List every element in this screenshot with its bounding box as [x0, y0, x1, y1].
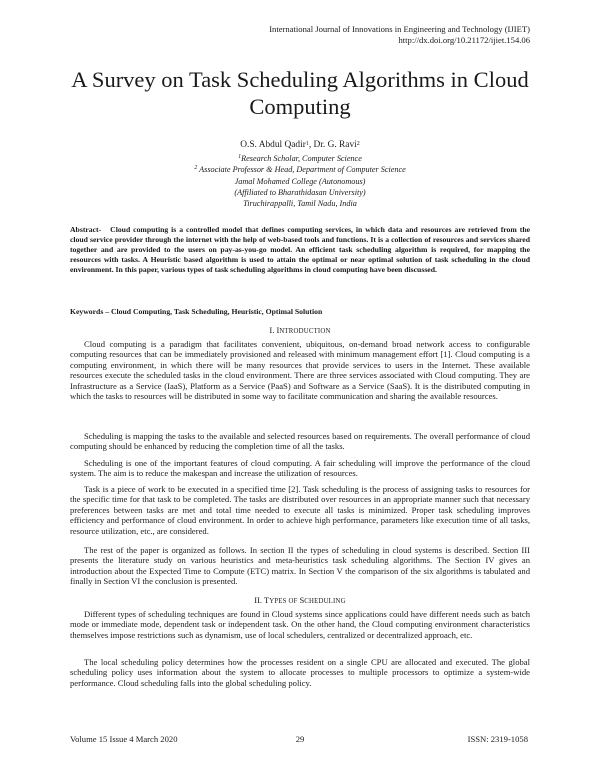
journal-header	[269, 24, 530, 46]
section-2-numeral: II. T	[254, 595, 270, 605]
paragraph: Scheduling is mapping the tasks to the available and selected resources based on requirements. The overall performance of cloud computing should be enhanced by reducing the completion time of all the tasks.	[70, 431, 530, 452]
affil-2-ref: 2	[194, 165, 198, 172]
paragraph: The rest of the paper is organized as follows. In section II the types of scheduling in cloud systems is described. Section III presents the literature study on various heuristics and meta-heuristics task scheduling algorithms. The Section IV gives an introduction about the Expected Time to Compute (ETC) matrix. In Section V the comparison of the six algorithms is tabulated and finally in Section VI the conclusion is presented.	[70, 545, 530, 587]
affiliation-block	[60, 153, 540, 209]
keywords: Keywords – Cloud Computing, Task Scheduling, Heuristic, Optimal Solution	[70, 307, 323, 316]
footer-volume: Volume 15 Issue 4 March 2020	[70, 734, 178, 744]
author-line	[60, 139, 540, 151]
paragraph: The local scheduling policy determines how the processes resident on a single CPU are allocated and executed. The global scheduling policy uses information about the system to allocate processes to multiple processors to optimize a system-wide performance. Cloud scheduling falls into the global scheduling policy.	[70, 657, 530, 688]
abstract-text: Cloud computing is a controlled model that defines computing services, in which data and resources are retrieved from the cloud service provider through the internet with the help of web-based tools and functions. It is a collection of resources and services shared together and are provided to the users on pay-as-you-go model. An efficient task scheduling algorithm is required, for mapping the resources with tasks. A Heuristic based algorithm is used to attain the optimal or near optimal solution of task scheduling in the cloud environment. In this paper, various types of task scheduling algorithms in cloud computing have been discussed.	[70, 225, 531, 275]
section-1-title: NTRODUCTION	[279, 328, 331, 335]
affil-1-ref: 1	[238, 154, 242, 160]
section-2-title-cap: S	[299, 595, 305, 605]
paragraph: Task is a piece of work to be executed in a specified time [2]. Task scheduling is the process of assigning tasks to resources for the specific time for that task to be completed. The tasks are distributed over resources in an appropriate manner such that necessary preferences between tasks are met and total time needed to execute all tasks is minimized. Proper task scheduling improves efficiency and performance of cloud environment. In order to achieve high performance, parameters like execution time of all tasks, resource utilization, etc., are considered.	[70, 484, 530, 536]
affil-line-2: Associate Professor & Head, Department of Computer Science	[199, 165, 406, 175]
paragraph: Cloud computing is a paradigm that facilitates convenient, ubiquitous, on-demand broad network access to configurable computing resources that can be immediately provisioned and released with minimum management effort [1]. Cloud computing is a computing environment, in which there will be many resources that provide services to users in the Internet. These available resources execute the scheduled tasks in the cloud environment. There are three services associated with Cloud computing. They are Infrastructure as a Service (IaaS), Platform as a Service (PaaS) and Software as a Service (SaaS). It is the distributed computing in which the tasks to resources will be distributed in some way to facilitate communication and sharing the available resources.	[70, 339, 530, 402]
abstract	[70, 225, 530, 275]
footer-issn: ISSN: 2319-1058	[467, 734, 528, 744]
affil-line-3: Jamal Mohamed College (Autonomous)	[234, 176, 366, 186]
abstract-label: Abstract-	[70, 225, 102, 234]
affil-line-5: Tiruchirappalli, Tamil Nadu, India	[243, 199, 357, 209]
author-2: Dr. G. Ravi	[313, 140, 357, 150]
section-1-numeral: I. I	[269, 325, 280, 335]
section-2-title-b: CHEDULING	[304, 598, 346, 605]
author-1-ref: 1	[305, 141, 309, 147]
footer-page-number: 29	[295, 734, 305, 744]
author-separator: ,	[308, 140, 314, 150]
paragraph: Scheduling is one of the important features of cloud computing. A fair scheduling will improve the performance of the cloud system. The aim is to reduce the makespan and increase the utilization of resources.	[70, 458, 530, 479]
author-2-ref: 2	[356, 141, 360, 147]
affil-line-4: (Affiliated to Bharathidasan University)	[234, 187, 366, 197]
paper-title: A Survey on Task Scheduling Algorithms in Cloud Computing	[71, 67, 529, 119]
author-1: O.S. Abdul Qadir	[240, 140, 306, 150]
journal-name: International Journal of Innovations in Engineering and Technology (IJIET)	[269, 24, 530, 34]
affil-line-1: Research Scholar, Computer Science	[241, 154, 362, 163]
section-2-heading	[70, 595, 530, 605]
section-2-title-a: YPES OF	[269, 598, 300, 605]
doi-link[interactable]: http://dx.doi.org/10.21172/ijiet.154.06	[398, 35, 530, 45]
section-1-heading	[70, 325, 530, 335]
paragraph: Different types of scheduling techniques are found in Cloud systems since applications could have different needs such as batch mode or immediate mode, dependent task or independent task. On the other hand, the Cloud computing environment characteristics themselves impose restrictions such as dynamism, use of local schedulers, centralized or decentralized approach, etc.	[70, 609, 530, 640]
